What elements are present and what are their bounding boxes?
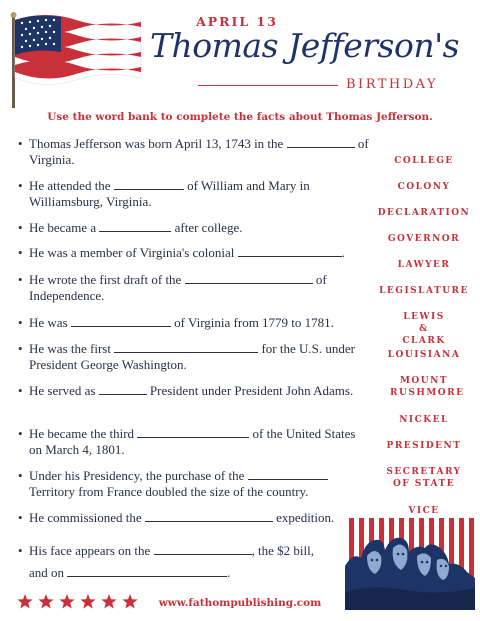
word-bank-item: DECLARATION bbox=[377, 208, 471, 218]
american-flag-icon bbox=[6, 8, 144, 108]
fact-text-before: His face appears on the bbox=[29, 543, 154, 558]
fact-text-before: He was bbox=[29, 315, 71, 330]
header-subtitle: BIRTHDAY bbox=[346, 77, 439, 92]
word-bank-item: NICKEL bbox=[399, 415, 449, 425]
bullet-icon: • bbox=[18, 245, 23, 260]
word-bank-item: LEWIS & CLARK bbox=[402, 312, 446, 346]
word-bank-item: COLONY bbox=[397, 182, 451, 192]
fact-text-before: He attended the bbox=[29, 178, 114, 193]
answer-blank[interactable] bbox=[287, 136, 355, 148]
answer-blank[interactable] bbox=[137, 426, 249, 438]
word-bank-item: VICE bbox=[408, 506, 440, 516]
answer-blank[interactable] bbox=[145, 510, 273, 522]
bullet-icon: • bbox=[18, 178, 23, 193]
word-bank-item: SECRETARY OF STATE bbox=[386, 467, 462, 489]
mount-rushmore-icon bbox=[345, 518, 475, 610]
fact-text-after: . bbox=[227, 565, 231, 580]
answer-blank[interactable] bbox=[114, 341, 258, 353]
bullet-icon: • bbox=[18, 510, 23, 525]
instructions: Use the word bank to complete the facts about Thomas Jefferson. bbox=[47, 111, 433, 123]
answer-blank[interactable] bbox=[114, 178, 184, 190]
answer-blank[interactable] bbox=[185, 272, 313, 284]
word-bank-item: LAWYER bbox=[397, 260, 451, 270]
fact-text-before: He served as bbox=[29, 383, 99, 398]
fact-text-before: He became the third bbox=[29, 426, 138, 441]
header-date: APRIL 13 bbox=[196, 14, 278, 29]
answer-blank[interactable] bbox=[99, 383, 147, 395]
star-icon bbox=[38, 594, 53, 608]
answer-blank[interactable] bbox=[154, 543, 252, 555]
page-title: Thomas Jefferson's bbox=[150, 26, 460, 65]
header-divider bbox=[198, 85, 338, 86]
bullet-icon: • bbox=[18, 272, 23, 287]
fact-text-middle: , the $2 bill, and on bbox=[29, 543, 314, 580]
star-icon bbox=[17, 594, 32, 608]
fact-text-after: of Independence. bbox=[29, 272, 327, 303]
fact-text-after: of the United States on March 4, 1801. bbox=[29, 426, 356, 457]
fact-text-after: . bbox=[341, 245, 345, 260]
fact-text-after: for the U.S. under President George Washington. bbox=[29, 341, 355, 372]
bullet-icon: • bbox=[18, 543, 23, 558]
fact-text-before: Thomas Jefferson was born April 13, 1743 in the bbox=[29, 136, 287, 151]
fact-text-after: Territory from France doubled the size of the country. bbox=[29, 484, 309, 499]
bullet-icon: • bbox=[18, 468, 23, 483]
fact-text-after: of Virginia from 1779 to 1781. bbox=[170, 315, 334, 330]
bullet-icon: • bbox=[18, 383, 23, 398]
fact-text-after: expedition. bbox=[272, 510, 335, 525]
answer-blank[interactable] bbox=[71, 315, 171, 327]
bullet-icon: • bbox=[18, 426, 23, 441]
fact-text-before: Under his Presidency, the purchase of the bbox=[29, 468, 248, 483]
fact-text-after: after college. bbox=[171, 220, 243, 235]
answer-blank[interactable] bbox=[99, 220, 171, 232]
answer-blank[interactable] bbox=[248, 468, 328, 480]
star-icon bbox=[59, 594, 74, 608]
fact-text-before: He commissioned the bbox=[29, 510, 145, 525]
fact-text-before: He was the first bbox=[29, 341, 115, 356]
bullet-icon: • bbox=[18, 136, 23, 151]
star-icon bbox=[101, 594, 116, 608]
word-bank-item: MOUNT RUSHMORE bbox=[390, 376, 465, 398]
bullet-icon: • bbox=[18, 220, 23, 235]
bullet-icon: • bbox=[18, 315, 23, 330]
word-bank-item: GOVERNOR bbox=[387, 234, 461, 244]
bullet-icon: • bbox=[18, 341, 23, 356]
fact-text-after: of Virginia. bbox=[29, 136, 369, 167]
website-link[interactable]: www.fathompublishing.com bbox=[158, 597, 322, 609]
fact-text-before: He became a bbox=[29, 220, 100, 235]
star-icon bbox=[122, 594, 137, 608]
word-bank-item: LOUISIANA bbox=[387, 350, 461, 360]
word-bank-item: PRESIDENT bbox=[386, 441, 462, 451]
answer-blank[interactable] bbox=[238, 245, 342, 257]
stars-row bbox=[16, 592, 140, 612]
word-bank-item: COLLEGE bbox=[394, 156, 454, 166]
fact-text-before: He was a member of Virginia's colonial bbox=[29, 245, 238, 260]
fact-text-after: of William and Mary in Williamsburg, Virginia. bbox=[29, 178, 310, 209]
fact-text-before: He wrote the first draft of the bbox=[29, 272, 185, 287]
stars-svg bbox=[16, 592, 140, 612]
fact-text-after: President under President John Adams. bbox=[146, 383, 354, 398]
word-bank-item: LEGISLATURE bbox=[379, 286, 469, 296]
star-icon bbox=[80, 594, 95, 608]
answer-blank[interactable] bbox=[67, 565, 227, 577]
